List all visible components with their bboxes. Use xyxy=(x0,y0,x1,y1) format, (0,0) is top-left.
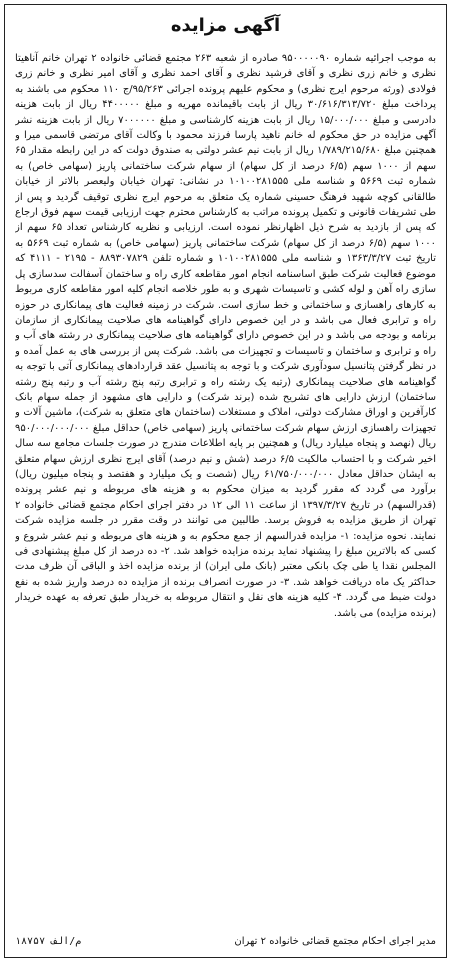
signature: مدیر اجرای احکام مجتمع قضائی خانواده ۲ تهران xyxy=(234,935,436,947)
notice-footer xyxy=(15,933,436,949)
reference-number: م/الف ۱۸۷۵۷ xyxy=(15,935,82,947)
notice-box xyxy=(4,4,447,958)
notice-body: به موجب اجرائیه شماره ۹۵۰۰۰۰۰۹۰ صادره از شعبه ۲۶۳ مجتمع قضائی خانواده ۲ تهران خانم آناهیتا نظری و خانم زری نظری و آقای فرشید نظری و آقای احمد نظری و آقای امیر نظری و خانم زری فولادی (ورثه مرحوم ایرج نظری) و محکوم علیهم پرونده اجرائی ۹۵/۲۶۳/ج ۱۱۰ محکوم می باشند به پرداخت مبلغ ۳۰/۶۱۶/۳۱۳/۷۲۰ ریال از بابت باقیمانده مهریه و مبلغ ۴۴۰۰۰۰۰ ریال از بابت هزینه دادرسی و مبلغ ۱۵/۰۰۰/۰۰۰ ریال از بابت هزینه کارشناسی و مبلغ ۷۰۰۰۰۰۰ ریال از بابت هزینه نشر آگهی مزایده در حق محکوم له خانم ناهید پارسا فرزند محمود با وکالت آقای مرتضی قاسمی میرا و همچنین مبلغ ۱/۷۸۹/۲۱۵/۶۸۰ ریال از بابت نیم عشر دولتی به صندوق دولت که در این رابطه مقدار ۶۵ سهم از ۱۰۰۰ سهم (۶/۵ درصد از کل سهام) از سهام شرکت ساختمانی پاریز (سهامی خاص) به شماره ثبت ۵۶۶۹ و شناسه ملی ۱۰۱۰۰۲۸۱۵۵۵ در نشانی: تهران خیابان ولیعصر بالاتر از خیابان طالقانی کوچه شهید فرهنگ حسینی شماره یک متعلق به مرحوم ایرج نظری توقیف گردید و پس از طی تشریفات قانونی و تکمیل پرونده مراتب به کارشناس محترم جهت ارزیابی قیمت سهم فوق ارجاع که پس از بازدید به شرح ذیل اظهارنظر نموده است. ارزیابی و نظریه کارشناس تعداد ۶۵ سهم از ۱۰۰۰ سهم (۶/۵ درصد از کل سهام) شرکت ساختمانی پاریز (سهامی خاص) به شماره ثبت ۵۶۶۹ به تاریخ ثبت ۱۳۶۳/۳/۲۷ و شناسه ملی ۱۰۱۰۰۲۸۱۵۵۵ و شماره تلفن ۸۸۹۳۰۷۸۲۹ - ۲۱۹۵ - ۴۱۱۱ که موضوع فعالیت شرکت طبق اساسنامه انجام امور مقاطعه کاری راه و ساختمان آسفالت سدسازی پل سازی راه آهن و لوله کشی و تاسیسات شهری و به طور خلاصه انجام کلیه امور مقاطعه کاری مربوط به کارهای راهسازی و ساختمانی و خط سازی است. شرکت در زمینه فعالیت های پیمانکاری در حوزه راه و ترابری فعال می باشد و در این خصوص دارای گواهینامه های صلاحیت پیمانکاری از سازمان برنامه و بودجه می باشد و در این خصوص دارای گواهینامه های صلاحیت پیمانکاری در رشته های آب و راه و ترابری و ساختمان و تاسیسات و تجهیزات می باشد. شرکت پس از بررسی های به عمل آمده و در نظر گرفتن پتانسیل سودآوری شرکت و با توجه به پتانسیل عقد قراردادهای پیمانکاری آتی با توجه به گواهینامه های صلاحیت پیمانکاری (رتبه یک رشته راه و ترابری رتبه پنج رشته آب و رتبه پنج رشته ساختمان) ارزش دارایی های تشریح شده (برند شرکت) و دارایی های مشهود از جمله سهام بانک کارآفرین و اوراق مشارکت دولتی، املاک و مستغلات (ساختمان های متعلق به شرکت)، ماشین آلات و تجهیزات راهسازی ارزش سهام شرکت ساختمانی پاریز (سهامی خاص) حداقل مبلغ ۹۵۰/۰۰۰/۰۰۰/۰۰۰ ریال (نهصد و پنجاه میلیارد ریال) و همچنین بر پایه اطلاعات مندرج در صورت جلسات مجامع سه سال اخیر شرکت و با احتساب مالکیت ۶/۵ درصد (شش و نیم درصد) آقای ایرج نظری ارزش سهام متعلق به ایشان حداقل معادل ۶۱/۷۵۰/۰۰۰/۰۰۰ ریال (شصت و یک میلیارد و هفتصد و پنجاه میلیون ریال) برآورد می گردد که مقرر گردید به میزان محکوم به و هزینه های مربوطه و نیم عشر پرونده (قدرالسهم) در تاریخ ۱۳۹۷/۳/۲۷ از ساعت ۱۱ الی ۱۲ در دفتر اجرای احکام مجتمع قضائی خانواده ۲ تهران از طریق مزایده به فروش برسد. طالبین می توانند در وقت مقرر در جلسه مزایده شرکت نمایند. نحوه مزایده: ۱- مزایده قدرالسهم از جمع محکوم به و هزینه های مربوطه و نیم عشر شروع و کسی که بالاترین مبلغ را پیشنهاد نماید برنده مزایده خواهد شد. ۲- ده درصد از کل مبلغ پیشنهادی فی المجلس نقدا یا طی چک بانکی معتبر (بانک ملی ایران) از برنده مزایده اخذ و الباقی آن ظرف مدت حداکثر یک ماه دریافت خواهد شد. ۳- در صورت انصراف برنده از مزایده ده درصد واریز شده به نفع دولت ضبط می گردد. ۴- کلیه هزینه های نقل و انتقال مربوطه به خریدار طبق تعرفه به عهده خریدار (برنده مزایده) می باشد. xyxy=(15,53,436,619)
notice-title: آگهی مزایده xyxy=(170,15,281,36)
